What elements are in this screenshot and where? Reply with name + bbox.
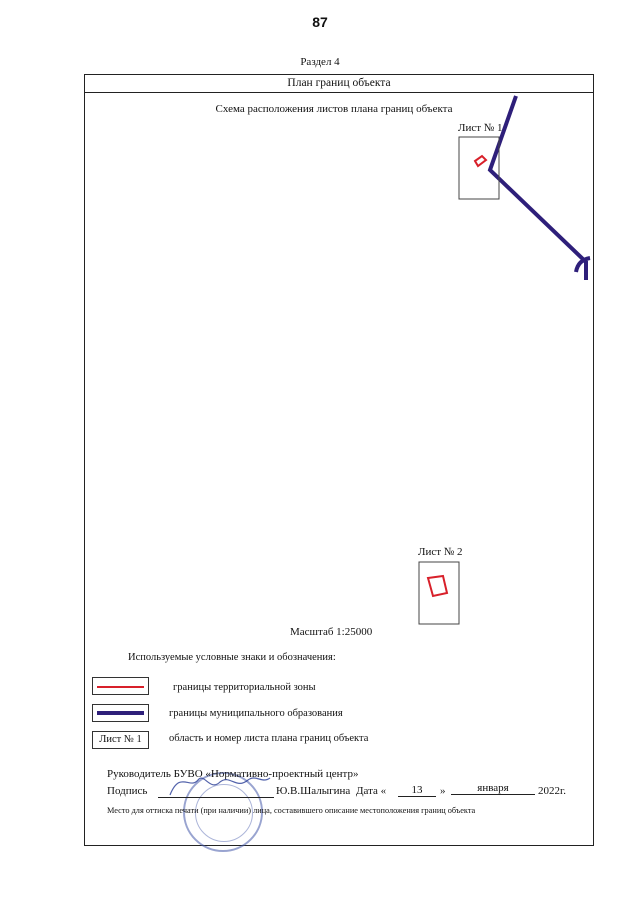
- date-year: 2022г.: [538, 785, 567, 797]
- legend-item-sheet-area: область и номер листа плана границ объекта: [169, 733, 369, 744]
- page-number: 87: [312, 14, 328, 30]
- stamp-place-note: Место для оттиска печати (при наличии) лица, составившего описание местоположения границ объекта: [107, 806, 476, 815]
- scheme-title: Схема расположения листов плана границ объекта: [215, 103, 453, 115]
- scale-label: Масштаб 1:25000: [290, 626, 373, 638]
- sheet-1-label: Лист № 1: [458, 122, 503, 134]
- legend-heading: Используемые условные знаки и обозначения:: [128, 652, 336, 663]
- organization-line: Руководитель БУВО «Нормативно-проектный центр»: [107, 768, 359, 780]
- signer-name: Ю.В.Шалыгина: [276, 785, 351, 797]
- legend-item-municipal-boundary: границы муниципального образования: [169, 708, 343, 719]
- frame-title: План границ объекта: [85, 75, 593, 93]
- date-month: января: [451, 782, 535, 795]
- sign-label: Подпись: [107, 785, 148, 797]
- date-label: Дата «: [356, 785, 387, 797]
- legend-item-territorial-zone: границы территориальной зоны: [173, 682, 316, 693]
- date-day: 13: [398, 784, 436, 797]
- legend-sheet-sample: Лист № 1: [92, 731, 149, 749]
- date-close-quote: »: [440, 785, 446, 797]
- sheet-2-label: Лист № 2: [418, 546, 463, 558]
- section-label: Раздел 4: [300, 56, 340, 68]
